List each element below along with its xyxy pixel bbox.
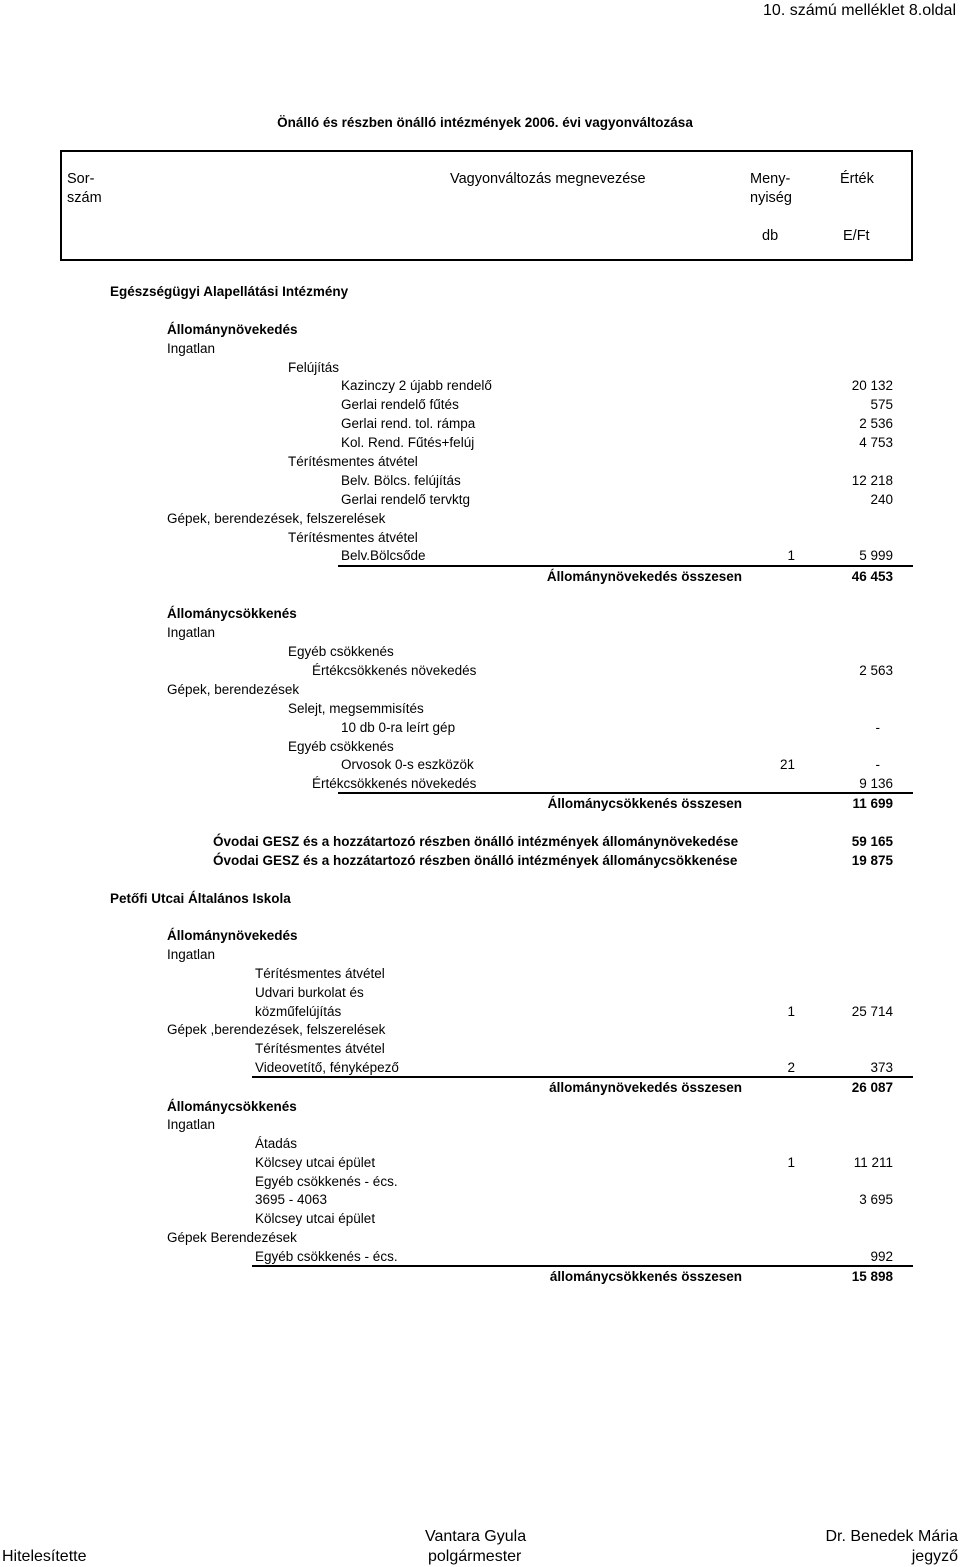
item-label: Értékcsökkenés növekedés	[312, 663, 477, 678]
subtotal-value: 46 453	[851, 569, 893, 584]
item-label: Gerlai rend. tol. rámpa	[341, 416, 476, 431]
item-label: 3695 - 4063	[255, 1192, 328, 1207]
item-quantity: 1	[787, 548, 795, 563]
header-eft: E/Ft	[843, 228, 870, 244]
divider	[252, 1265, 913, 1267]
item-value: 11 211	[853, 1155, 893, 1170]
category-label: Ingatlan	[167, 947, 216, 962]
subtotal-label: állománynövekedés összesen	[549, 1080, 742, 1095]
category-label: Ingatlan	[167, 625, 216, 640]
item-value: 25 714	[851, 1004, 893, 1019]
divider	[338, 792, 913, 794]
item-value: 373	[870, 1060, 893, 1075]
subcategory-label: Térítésmentes átvétel	[288, 454, 418, 469]
subcategory-label: Egyéb csökkenés	[288, 739, 394, 754]
header-meny: Meny-	[750, 171, 791, 187]
item-label: Értékcsökkenés növekedés	[312, 776, 477, 791]
header-megnevezes: Vagyonváltozás megnevezése	[450, 171, 646, 187]
section-heading: Állománynövekedés	[167, 928, 298, 943]
gesz-growth-label: Óvodai GESZ és a hozzátartozó részben önálló intézmények állománynövekedése	[213, 834, 739, 849]
gesz-decrease-label: Óvodai GESZ és a hozzátartozó részben önálló intézmények állománycsökkenése	[213, 853, 738, 868]
item-label: Kol. Rend. Fűtés+felúj	[341, 435, 475, 450]
mayor-title: polgármester	[428, 1548, 522, 1565]
item-value: -	[875, 757, 880, 772]
section-heading: Állománycsökkenés	[167, 1099, 297, 1114]
category-label: Ingatlan	[167, 1117, 216, 1132]
item-quantity: 2	[787, 1060, 795, 1075]
item-quantity: 1	[787, 1155, 795, 1170]
item-value: 2 536	[859, 416, 893, 431]
subcategory-label: Térítésmentes átvétel	[255, 1041, 385, 1056]
item-label: Udvari burkolat és	[255, 985, 364, 1000]
item-label: Belv.Bölcsőde	[341, 548, 426, 563]
item-label: Belv. Bölcs. felújítás	[341, 473, 461, 488]
institution-petofi: Petőfi Utcai Általános Iskola	[110, 891, 291, 906]
item-quantity: 21	[779, 757, 795, 772]
category-label: Ingatlan	[167, 341, 216, 356]
subtotal-label: állománycsökkenés összesen	[549, 1269, 742, 1284]
subcategory-label: Felújítás	[288, 360, 340, 375]
item-value: 20 132	[851, 378, 893, 393]
header-nyiseg: nyiség	[750, 190, 792, 206]
subtotal-value: 15 898	[851, 1269, 893, 1284]
certified-by-label: Hitelesítette	[2, 1548, 87, 1565]
category-label: Gépek Berendezések	[167, 1230, 297, 1245]
header-ertek: Érték	[840, 171, 874, 187]
item-label: Orvosok 0-s eszközök	[341, 757, 474, 772]
category-label: Gépek ,berendezések, felszerelések	[167, 1022, 386, 1037]
item-label: Kölcsey utcai épület	[255, 1211, 376, 1226]
item-value: 9 136	[859, 776, 893, 791]
item-label: Gerlai rendelő fűtés	[341, 397, 459, 412]
item-value: 4 753	[859, 435, 893, 450]
subtotal-value: 26 087	[851, 1080, 893, 1095]
subcategory-label: Térítésmentes átvétel	[255, 966, 385, 981]
item-label: Videovetítő, fényképező	[255, 1060, 399, 1075]
item-label: Egyéb csökkenés - écs.	[255, 1249, 398, 1264]
category-label: Gépek, berendezések, felszerelések	[167, 511, 386, 526]
notary-name: Dr. Benedek Mária	[825, 1528, 958, 1545]
item-value: 575	[870, 397, 893, 412]
item-value: 2 563	[859, 663, 893, 678]
item-label: Kölcsey utcai épület	[255, 1155, 376, 1170]
subcategory-label: Átadás	[255, 1136, 298, 1151]
gesz-decrease-value: 19 875	[851, 853, 893, 868]
item-value: -	[875, 720, 880, 735]
divider	[252, 1076, 913, 1078]
item-value: 240	[870, 492, 893, 507]
mayor-name: Vantara Gyula	[425, 1528, 527, 1545]
header-db: db	[762, 228, 779, 244]
item-quantity: 1	[787, 1004, 795, 1019]
header-sor: Sor-	[67, 171, 95, 187]
subcategory-label: Selejt, megsemmisítés	[288, 701, 424, 716]
item-value: 3 695	[859, 1192, 893, 1207]
category-label: Gépek, berendezések	[167, 682, 300, 697]
item-label: közműfelújítás	[255, 1004, 342, 1019]
header-szam: szám	[67, 190, 102, 206]
page-title: Önálló és részben önálló intézmények 2006. évi vagyonváltozása	[277, 115, 693, 130]
subtotal-label: Állománycsökkenés összesen	[547, 796, 742, 811]
notary-title: jegyző	[911, 1548, 958, 1565]
item-value: 992	[870, 1249, 893, 1264]
item-label: 10 db 0-ra leírt gép	[341, 720, 456, 735]
subtotal-label: Állománynövekedés összesen	[546, 569, 742, 584]
divider	[338, 565, 913, 567]
item-value: 5 999	[859, 548, 893, 563]
subcategory-label: Egyéb csökkenés - écs.	[255, 1174, 398, 1189]
subcategory-label: Térítésmentes átvétel	[288, 530, 418, 545]
item-label: Kazinczy 2 újabb rendelő	[341, 378, 492, 393]
institution-eai: Egészségügyi Alapellátási Intézmény	[110, 284, 349, 299]
section-heading: Állománynövekedés	[167, 322, 298, 337]
section-heading: Állománycsökkenés	[167, 606, 297, 621]
subcategory-label: Egyéb csökkenés	[288, 644, 394, 659]
page-reference: 10. számú melléklet 8.oldal	[763, 2, 956, 19]
item-value: 12 218	[851, 473, 893, 488]
gesz-growth-value: 59 165	[851, 834, 893, 849]
subtotal-value: 11 699	[852, 796, 893, 811]
item-label: Gerlai rendelő tervktg	[341, 492, 471, 507]
